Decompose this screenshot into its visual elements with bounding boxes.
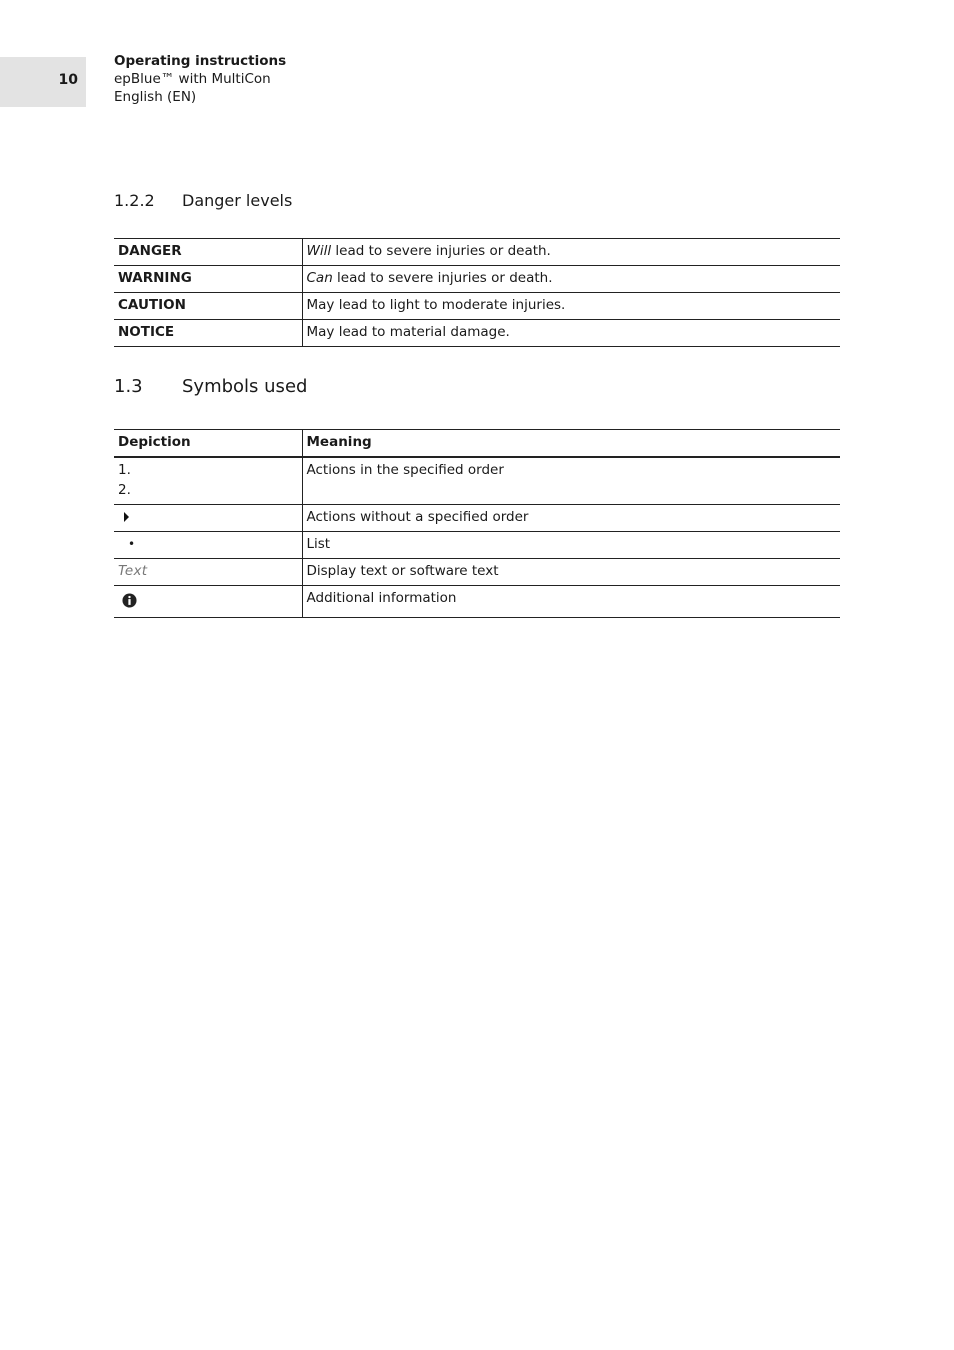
section-title: Danger levels [182, 191, 293, 210]
table-row [114, 532, 840, 559]
table-row [114, 293, 840, 320]
page-tab [0, 57, 86, 107]
description-text: lead to severe injuries or death. [331, 243, 551, 259]
document-language: English (EN) [114, 89, 197, 105]
emphasis-text: Will [306, 243, 332, 259]
depiction-cell [114, 505, 302, 532]
table-row [114, 586, 840, 618]
emphasis-text: Can [306, 270, 333, 286]
description-text: lead to severe injuries or death. [332, 270, 553, 286]
software-text-sample: Text [118, 563, 148, 579]
table-row [114, 505, 840, 532]
column-header-meaning: Meaning [302, 430, 840, 458]
triangle-right-icon [124, 512, 129, 522]
section-number: 1.2.2 [114, 191, 155, 210]
depiction-cell [114, 586, 302, 618]
meaning-cell: Additional information [302, 586, 840, 618]
table-row [114, 320, 840, 347]
meaning-cell: Actions in the specified order [302, 457, 840, 505]
depiction-cell [114, 532, 302, 559]
danger-level-description: May lead to material damage. [302, 320, 840, 347]
section-number: 1.3 [114, 376, 143, 397]
section-title: Symbols used [182, 376, 308, 397]
danger-level-description [302, 239, 840, 266]
page-number: 10 [58, 72, 78, 88]
danger-level-label: DANGER [114, 239, 302, 266]
table-row [114, 239, 840, 266]
danger-level-label: CAUTION [114, 293, 302, 320]
info-icon [122, 593, 137, 613]
meaning-cell: List [302, 532, 840, 559]
section-heading-symbols-used [114, 376, 307, 397]
danger-level-label: WARNING [114, 266, 302, 293]
step-number: 2. [118, 482, 131, 498]
step-number: 1. [118, 462, 131, 478]
document-title: Operating instructions [114, 53, 287, 69]
symbols-table [114, 429, 840, 618]
column-header-depiction: Depiction [114, 430, 302, 458]
product-name: epBlue™ with MultiCon [114, 71, 271, 87]
depiction-cell [114, 559, 302, 586]
danger-levels-table [114, 238, 840, 347]
meaning-cell: Actions without a specified order [302, 505, 840, 532]
table-header-row [114, 430, 840, 458]
depiction-cell [114, 457, 302, 505]
danger-level-description [302, 266, 840, 293]
table-row [114, 266, 840, 293]
danger-level-description: May lead to light to moderate injuries. [302, 293, 840, 320]
table-row [114, 457, 840, 505]
meaning-cell: Display text or software text [302, 559, 840, 586]
table-row [114, 559, 840, 586]
section-heading-danger-levels [114, 191, 292, 210]
document-header [114, 52, 286, 106]
bullet-icon: • [128, 537, 136, 551]
danger-level-label: NOTICE [114, 320, 302, 347]
